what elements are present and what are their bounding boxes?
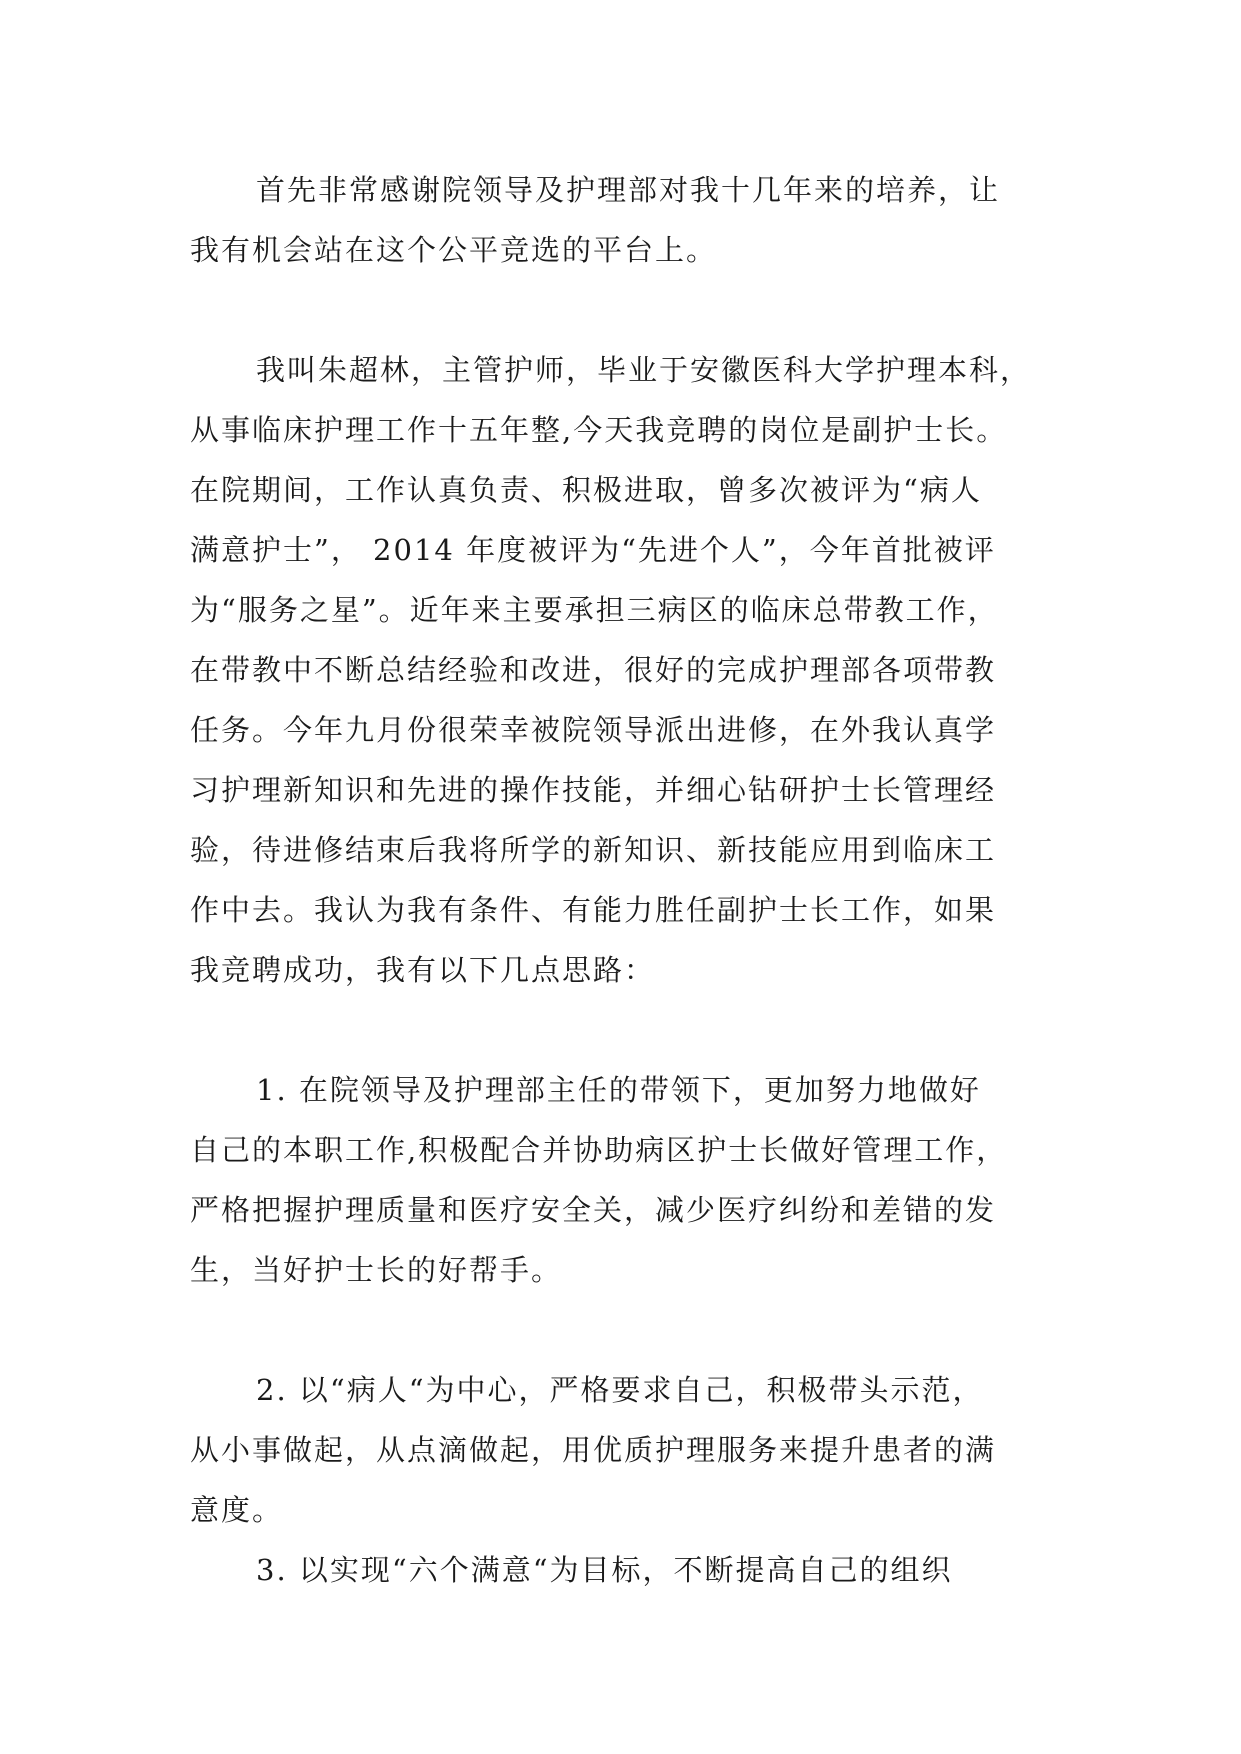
- paragraph-point-3: 3. 以实现“六个满意“为目标，不断提高自己的组织: [256, 1553, 953, 1587]
- paragraph-point-1: 1. 在院领导及护理部主任的带领下，更加努力地做好 自己的本职工作,积极配合并协助病区护士长做好管理工作， 严格把握护理质量和医疗安全关，减少医疗纠纷和差错的发 生，当好护士长的好帮手。: [190, 1073, 1008, 1287]
- paragraph-introduction: 我叫朱超林，主管护师，毕业于安徽医科大学护理本科， 从事临床护理工作十五年整,今天我竞聘的岗位是副护士长。 在院期间，工作认真负责、积极进取，曾多次被评为“病人 满意护士”， 2014 年度被评为“先进个人”，今年首批被评 为“服务之星”。近年来主要承担三病区的临床总带教工作， 在带教中不断总结经验和改进，很好的完成护理部各项带教 任务。今年九月份很荣幸被院领导派出进修，在外我认真学 习护理新知识和先进的操作技能，并细心钻研护士长管理经 验，待进修结束后我将所学的新知识、新技能应用到临床工 作中去。我认为我有条件、有能力胜任副护士长工作，如果 我竞聘成功，我有以下几点思路：: [190, 353, 1032, 987]
- paragraph-point-2: 2. 以“病人“为中心，严格要求自己，积极带头示范， 从小事做起，从点滴做起，用优质护理服务来提升患者的满 意度。: [190, 1373, 997, 1527]
- document-body: [190, 160, 1050, 1600]
- paragraph-thanks: 首先非常感谢院领导及护理部对我十几年来的培养，让 我有机会站在这个公平竞选的平台上。: [190, 173, 1001, 267]
